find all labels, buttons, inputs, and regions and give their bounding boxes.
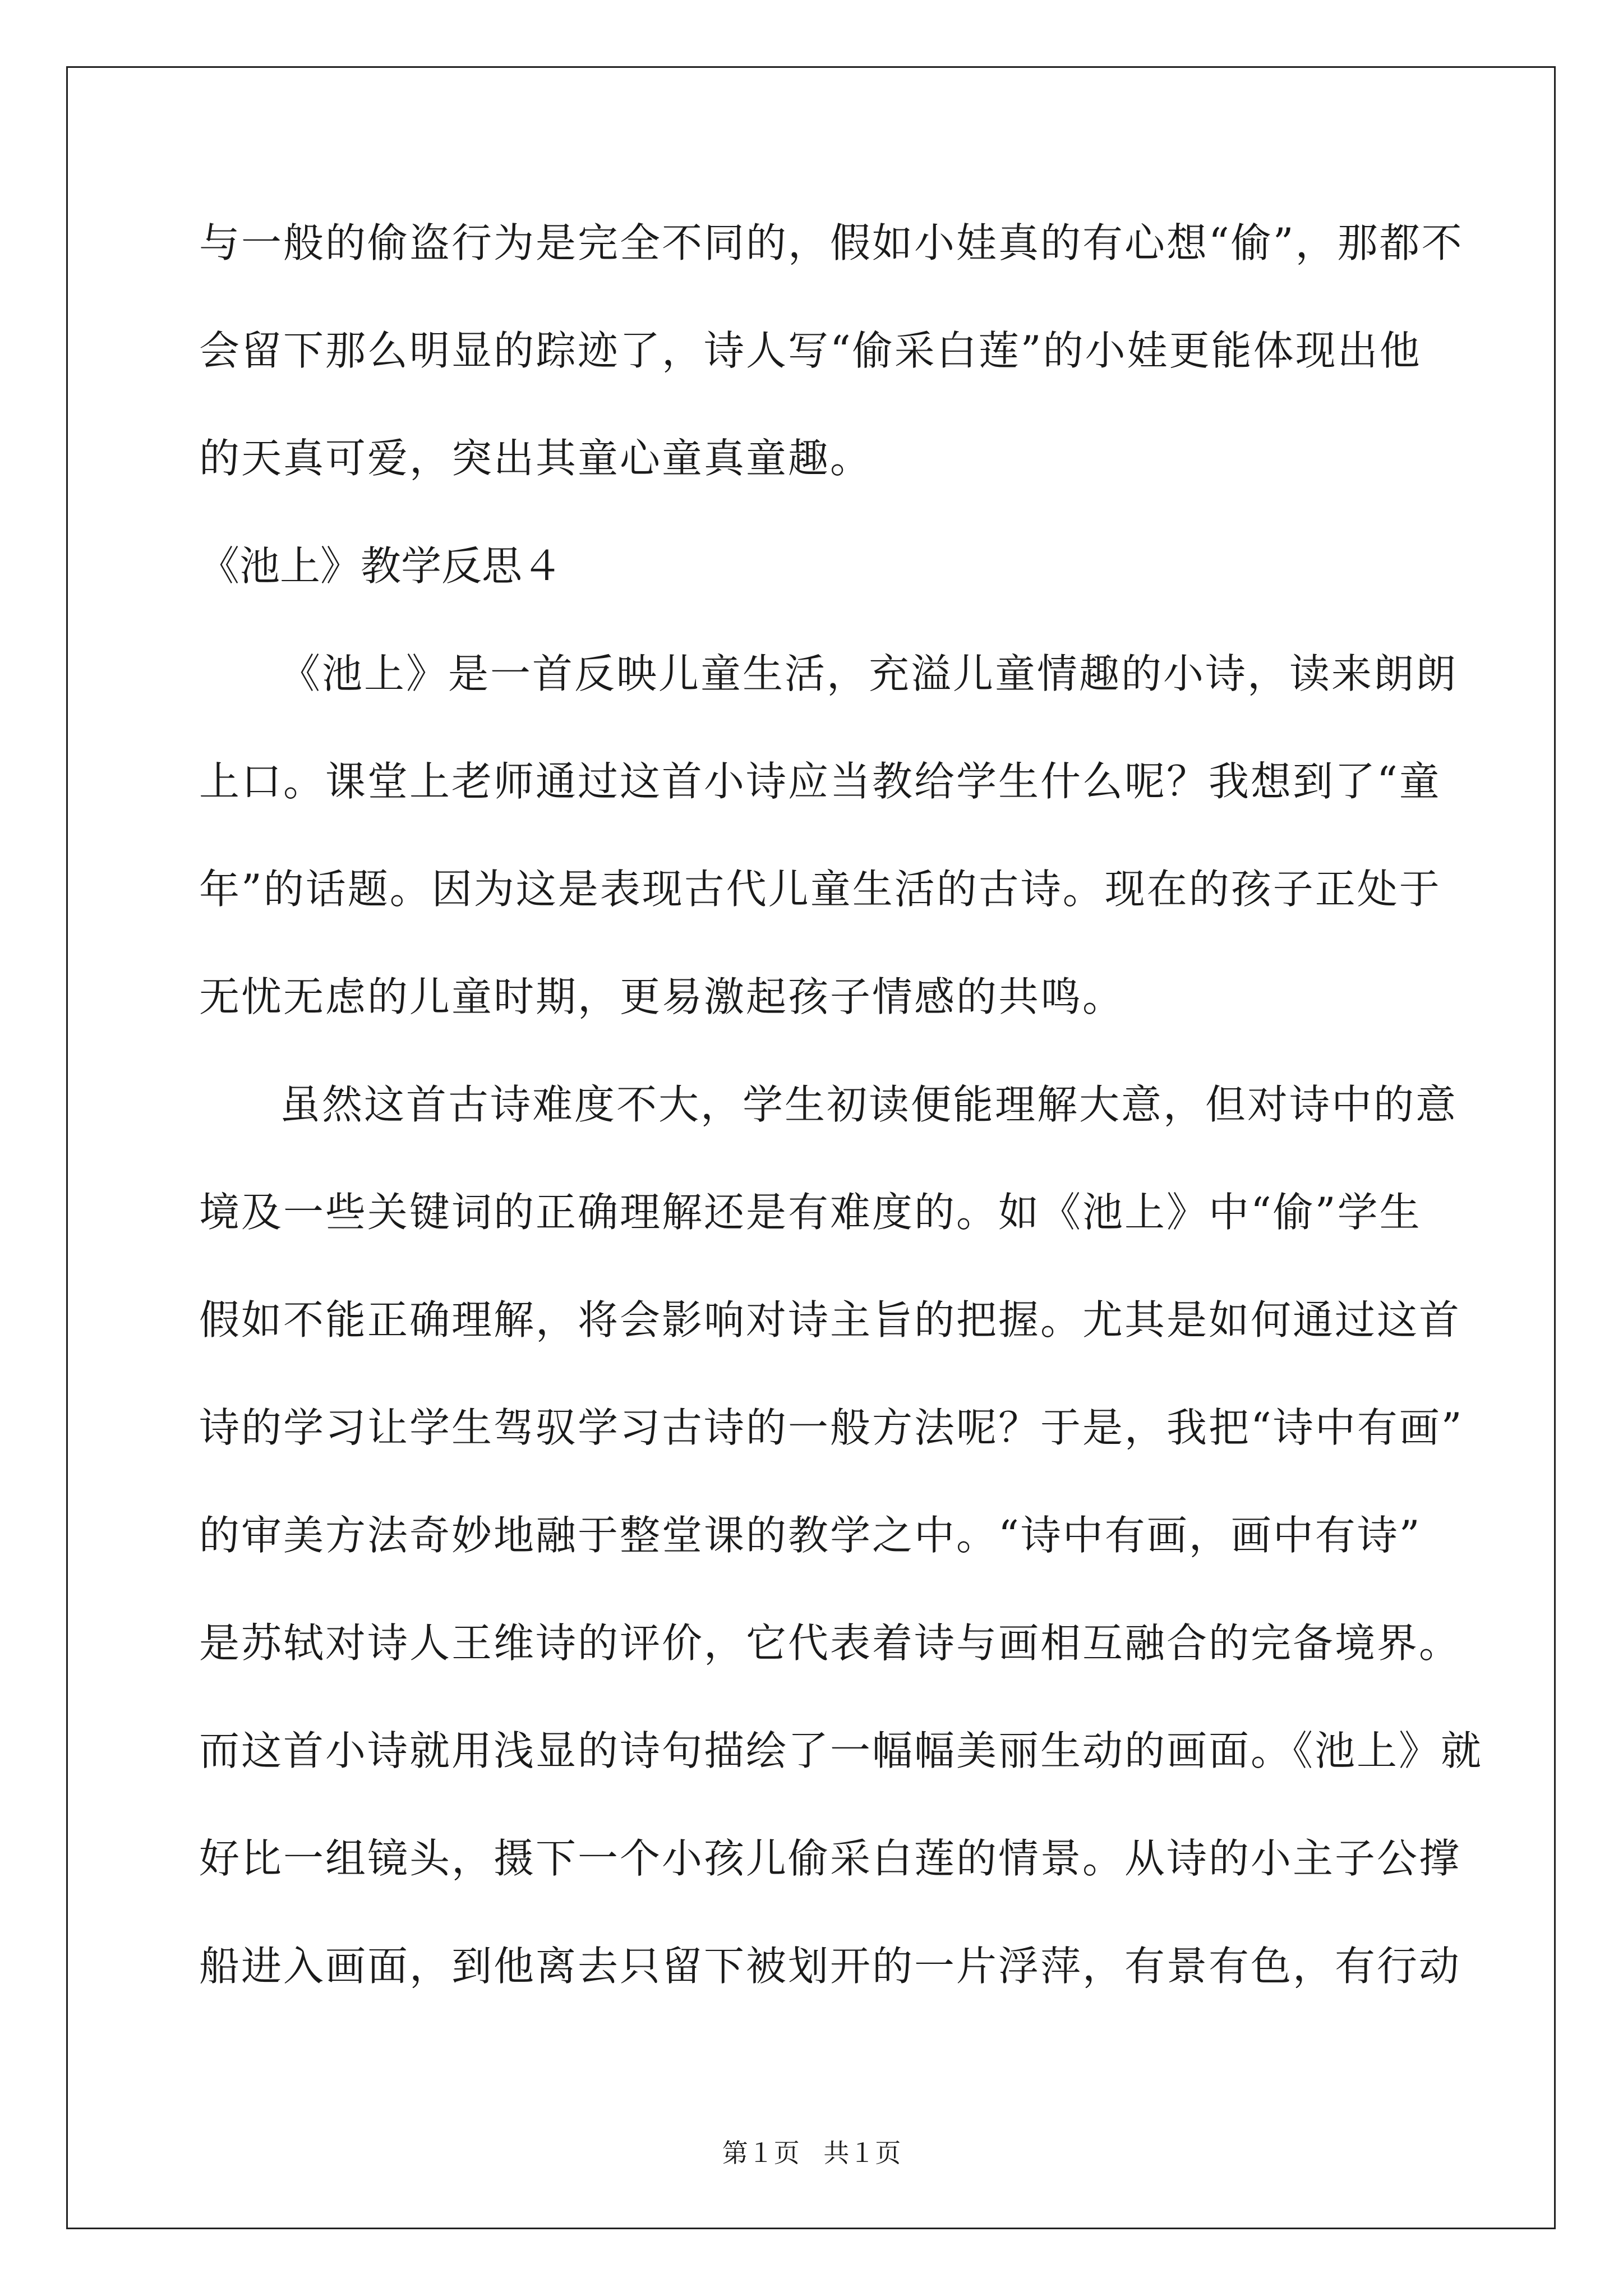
text-line: 而这首小诗就用浅显的诗句描绘了一幅幅美丽生动的画面。《池上》就	[199, 1727, 1483, 1774]
text-line: 会留下那么明显的踪迹了，诗人写“偷采白莲”的小娃更能体现出他	[199, 327, 1422, 374]
text-line: 年”的话题。因为这是表现古代儿童生活的古诗。现在的孩子正处于	[199, 866, 1441, 913]
paragraph-continued	[199, 216, 1464, 485]
paragraph-intro	[199, 647, 1458, 1024]
document-body	[199, 216, 1483, 1993]
text-line: 的审美方法奇妙地融于整堂课的教学之中。“诗中有画，画中有诗”	[199, 1512, 1422, 1559]
text-line: 诗的学习让学生驾驭学习古诗的一般方法呢？于是，我把“诗中有画”	[199, 1404, 1464, 1451]
page-number: 第１页	[722, 2138, 800, 2168]
text-line: 虽然这首古诗难度不大，学生初读便能理解大意，但对诗中的意	[280, 1081, 1458, 1128]
text-line: 上口。课堂上老师通过这首小诗应当教给学生什么呢？我想到了“童	[199, 758, 1441, 805]
text-line: 无忧无虑的儿童时期，更易激起孩子情感的共鸣。	[199, 973, 1125, 1020]
text-line: 好比一组镜头，摄下一个小孩儿偷采白莲的情景。从诗的小主子公撑	[199, 1835, 1461, 1882]
text-line: 的天真可爱，突出其童心童真童趣。	[199, 435, 873, 482]
page-footer	[0, 2136, 1623, 2170]
text-line: 境及一些关键词的正确理解还是有难度的。如《池上》中“偷”学生	[199, 1189, 1422, 1236]
text-line: 假如不能正确理解，将会影响对诗主旨的把握。尤其是如何通过这首	[199, 1296, 1461, 1343]
text-line: 与一般的偷盗行为是完全不同的，假如小娃真的有心想“偷”，那都不	[199, 219, 1464, 266]
text-line: 船进入画面，到他离去只留下被划开的一片浮萍，有景有色，有行动	[199, 1943, 1461, 1990]
page-total: 共１页	[823, 2138, 901, 2168]
text-line: 是苏轼对诗人王维诗的评价，它代表着诗与画相互融合的完备境界。	[199, 1619, 1461, 1667]
paragraph-analysis	[199, 1078, 1483, 1993]
section-heading: 《池上》教学反思４	[199, 542, 563, 590]
text-line: 《池上》是一首反映儿童生活，充溢儿童情趣的小诗，读来朗朗	[280, 650, 1458, 697]
